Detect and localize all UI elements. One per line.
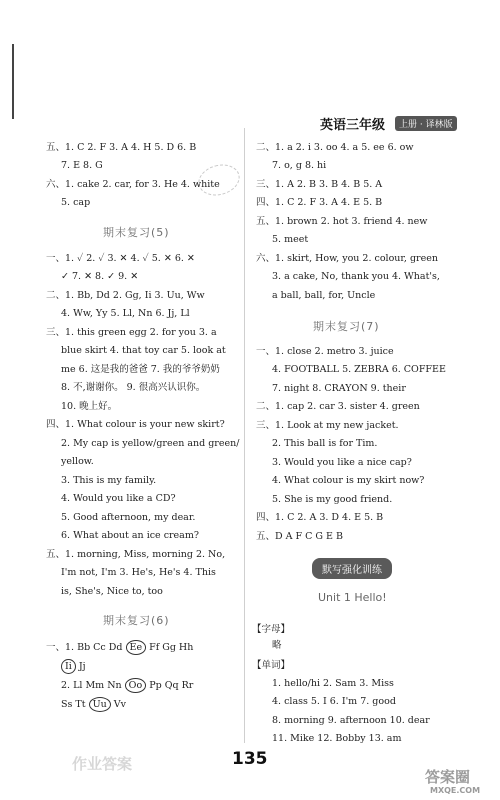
letter-row (61, 659, 86, 674)
page-header-title: 英语三年级 (320, 118, 386, 133)
logo-text: 答案圈 (425, 768, 471, 786)
answer-line: 3. a cake, No, thank you 4. What's, (272, 271, 440, 282)
answer-line: 5. cap (61, 197, 91, 208)
letter-row (61, 697, 126, 712)
answer-line: 2. My cap is yellow/green and green/ (61, 438, 240, 449)
section-title: 期末复习(5) (103, 226, 170, 239)
answer-line: 一、1. ✓ 2. ✓ 3. ✕ 4. ✓ 5. ✕ 6. ✕ (46, 253, 195, 264)
section-label-letters: 【字母】 (252, 624, 291, 635)
circled-letter: Ee (126, 640, 147, 655)
answer-line: 4. What colour is my skirt now? (272, 475, 425, 486)
page-number: 135 (232, 749, 268, 769)
answer-line: 一、1. close 2. metro 3. juice (256, 346, 394, 357)
section-title: 期末复习(6) (103, 614, 170, 627)
answer-line: 五、1. morning, Miss, morning 2. No, (46, 549, 226, 560)
answer-line: 六、1. skirt, How, you 2. colour, green (256, 253, 438, 264)
answer-line: 五、D A F C G E B (256, 531, 343, 542)
answer-line: 四、1. What colour is your new skirt? (46, 419, 225, 430)
watermark: 作业答案 (72, 755, 133, 773)
answer-line: 7. night 8. CRAYON 9. their (272, 383, 406, 394)
answer-line: ✓ 7. ✕ 8. ✓ 9. ✕ (61, 271, 139, 282)
word-line: 11. Mike 12. Bobby 13. am (272, 733, 402, 744)
answer-line: 5. She is my good friend. (272, 494, 393, 505)
answer-line: 二、1. Bb, Dd 2. Gg, Ii 3. Uu, Ww (46, 290, 205, 301)
letters-answer: 略 (272, 640, 282, 651)
answer-line: 三、1. Look at my new jacket. (256, 420, 399, 431)
answer-line: 5. meet (272, 234, 309, 245)
answer-line: 7. E 8. G (61, 160, 103, 171)
answer-line: 三、1. A 2. B 3. B 4. B 5. A (256, 179, 383, 190)
circled-letter: Uu (89, 697, 111, 712)
answer-line: 3. Would you like a nice cap? (272, 457, 412, 468)
answer-line: I'm not, I'm 3. He's, He's 4. This (61, 567, 216, 578)
word-line: 1. hello/hi 2. Sam 3. Miss (272, 678, 394, 689)
answer-line: 4. Would you like a CD? (61, 493, 176, 504)
word-line: 4. class 5. I 6. I'm 7. good (272, 696, 396, 707)
answer-line: me 6. 这是我的爸爸 7. 我的爷爷奶奶 (61, 364, 220, 375)
answer-line: 10. 晚上好。 (61, 401, 118, 412)
answer-line: 四、1. C 2. F 3. A 4. E 5. B (256, 197, 383, 208)
answer-line: 二、1. cap 2. car 3. sister 4. green (256, 401, 420, 412)
answer-line: 7. o, g 8. hi (272, 160, 327, 171)
section-label-words: 【单词】 (252, 660, 291, 671)
answer-line: 六、1. cake 2. car, for 3. He 4. white (46, 179, 220, 190)
letter-row (61, 678, 193, 693)
unit-title: Unit 1 Hello! (318, 591, 387, 604)
binding-mark (12, 44, 14, 119)
circled-letter: Ii (61, 659, 76, 674)
answer-line: a ball, ball, for, Uncle (272, 290, 376, 301)
answer-line: 五、1. C 2. F 3. A 4. H 5. D 6. B (46, 142, 197, 153)
letter-text: Jj (78, 661, 86, 672)
answer-line: 8. 不,谢谢你。 9. 很高兴认识你。 (61, 382, 206, 393)
answer-line: 五、1. brown 2. hot 3. friend 4. new (256, 216, 428, 227)
answer-line: 四、1. C 2. A 3. D 4. E 5. B (256, 512, 384, 523)
section-banner: 默写强化训练 (312, 558, 392, 579)
letter-text: 一、1. Bb Cc Dd (46, 642, 123, 653)
letter-text: Vv (113, 699, 126, 710)
letter-text: Ff Gg Hh (149, 642, 194, 653)
answer-line: yellow. (61, 456, 94, 467)
edition-tag: 上册 · 译林版 (395, 116, 457, 131)
answer-line: 3. This is my family. (61, 475, 157, 486)
answer-line: is, She's, Nice to, too (61, 586, 163, 597)
answer-line: 二、1. a 2. i 3. oo 4. a 5. ee 6. ow (256, 142, 414, 153)
column-divider (244, 128, 245, 743)
answer-line: 4. Ww, Yy 5. Ll, Nn 6. Jj, Ll (61, 308, 190, 319)
answer-line: 5. Good afternoon, my dear. (61, 512, 196, 523)
section-title: 期末复习(7) (313, 320, 380, 333)
answer-line: 2. This ball is for Tim. (272, 438, 378, 449)
word-line: 8. morning 9. afternoon 10. dear (272, 715, 430, 726)
letter-text: 2. Ll Mm Nn (61, 680, 122, 691)
answer-line: 6. What about an ice cream? (61, 530, 199, 541)
letter-text: Pp Qq Rr (149, 680, 194, 691)
answer-line: blue skirt 4. that toy car 5. look at (61, 345, 226, 356)
circled-letter: Oo (125, 678, 147, 693)
answer-line: 三、1. this green egg 2. for you 3. a (46, 327, 217, 338)
letter-row (46, 640, 193, 655)
logo-url: MXQE.COM (430, 786, 481, 795)
letter-text: Ss Tt (61, 699, 86, 710)
answer-line: 4. FOOTBALL 5. ZEBRA 6. COFFEE (272, 364, 446, 375)
